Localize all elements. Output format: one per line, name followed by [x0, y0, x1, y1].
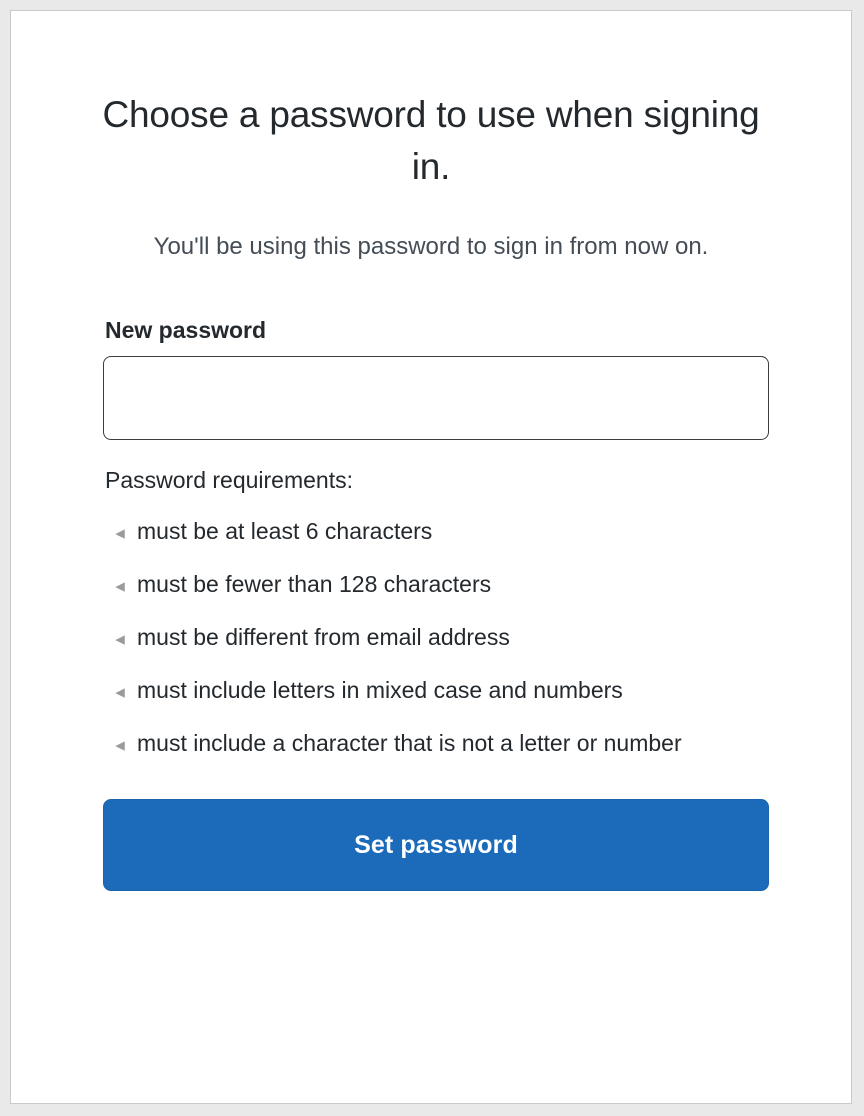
requirement-text: must include letters in mixed case and numbers — [137, 677, 623, 703]
page-subtitle: You'll be using this password to sign in from now on. — [153, 233, 709, 260]
password-card — [11, 11, 851, 891]
triangle-left-icon: ◂ — [115, 523, 125, 544]
list-item — [103, 559, 759, 612]
new-password-input[interactable] — [103, 356, 769, 440]
triangle-left-icon: ◂ — [115, 682, 125, 703]
page-title: Choose a password to use when signing in. — [102, 94, 760, 187]
requirement-text: must be at least 6 characters — [137, 518, 433, 544]
set-password-form — [11, 269, 851, 891]
requirement-text: must be fewer than 128 characters — [137, 571, 492, 597]
list-item — [103, 718, 759, 771]
new-password-label: New password — [105, 317, 267, 343]
triangle-left-icon: ◂ — [115, 629, 125, 650]
password-requirements-list — [103, 506, 759, 771]
requirement-text: must include a character that is not a letter or number — [137, 730, 682, 756]
list-item — [103, 506, 759, 559]
triangle-left-icon: ◂ — [115, 576, 125, 597]
triangle-left-icon: ◂ — [115, 735, 125, 756]
set-password-button[interactable]: Set password — [103, 799, 769, 891]
page-frame — [10, 10, 852, 1104]
list-item — [103, 665, 759, 718]
list-item — [103, 612, 759, 665]
password-requirements-heading: Password requirements: — [105, 467, 353, 493]
requirement-text: must be different from email address — [137, 624, 510, 650]
